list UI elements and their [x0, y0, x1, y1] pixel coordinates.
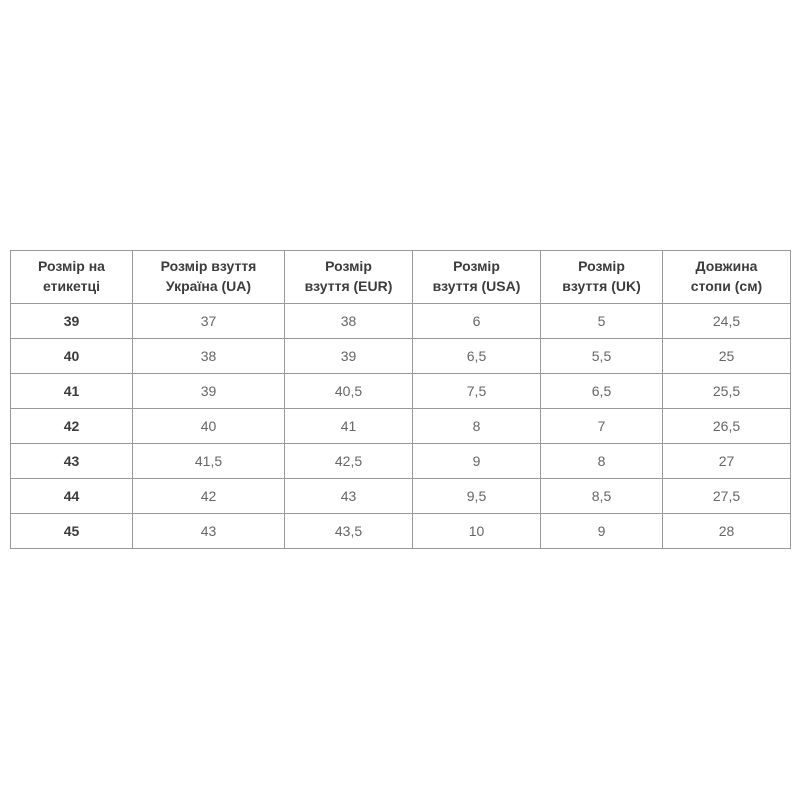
table-cell: 42,5	[285, 444, 413, 479]
column-header	[541, 251, 663, 304]
table-cell: 39	[285, 339, 413, 374]
header-row	[11, 251, 791, 304]
row-label-cell: 40	[11, 339, 133, 374]
table-cell: 5	[541, 304, 663, 339]
column-header-line: Розмір	[325, 258, 372, 275]
column-header	[11, 251, 133, 304]
row-label-cell: 43	[11, 444, 133, 479]
table-cell: 26,5	[663, 409, 791, 444]
table-cell: 9	[413, 444, 541, 479]
table-row	[11, 304, 791, 339]
table-cell: 38	[285, 304, 413, 339]
column-header-line: Довжина	[695, 258, 758, 275]
row-label-cell: 44	[11, 479, 133, 514]
table-row	[11, 514, 791, 549]
table-body	[11, 304, 791, 549]
table-cell: 43	[285, 479, 413, 514]
table-cell: 41	[285, 409, 413, 444]
column-header-line: взуття (EUR)	[304, 278, 393, 294]
table-cell: 7	[541, 409, 663, 444]
table-cell: 5,5	[541, 339, 663, 374]
column-header-line: етикетці	[42, 278, 101, 294]
table-cell: 28	[663, 514, 791, 549]
column-header	[413, 251, 541, 304]
column-header-line: стопи (см)	[690, 278, 763, 294]
table-cell: 9	[541, 514, 663, 549]
column-header-line: взуття (USA)	[432, 278, 521, 294]
table-row	[11, 444, 791, 479]
table-header	[11, 251, 791, 304]
column-header-line: Розмір	[453, 258, 500, 275]
table-cell: 38	[133, 339, 285, 374]
column-header	[285, 251, 413, 304]
table-cell: 6,5	[541, 374, 663, 409]
column-header-line: Розмір	[578, 258, 625, 275]
table-cell: 8	[413, 409, 541, 444]
table-cell: 37	[133, 304, 285, 339]
table-cell: 24,5	[663, 304, 791, 339]
table-cell: 41,5	[133, 444, 285, 479]
row-label-cell: 41	[11, 374, 133, 409]
row-label-cell: 39	[11, 304, 133, 339]
column-header	[663, 251, 791, 304]
table-cell: 40	[133, 409, 285, 444]
table-cell: 42	[133, 479, 285, 514]
table-cell: 43	[133, 514, 285, 549]
table-cell: 6,5	[413, 339, 541, 374]
table-cell: 27,5	[663, 479, 791, 514]
table-row	[11, 374, 791, 409]
table-row	[11, 339, 791, 374]
table-cell: 10	[413, 514, 541, 549]
row-label-cell: 42	[11, 409, 133, 444]
table-cell: 27	[663, 444, 791, 479]
table-row	[11, 479, 791, 514]
column-header-line: взуття (UK)	[562, 278, 641, 294]
table-cell: 40,5	[285, 374, 413, 409]
table-cell: 9,5	[413, 479, 541, 514]
table-cell: 7,5	[413, 374, 541, 409]
column-header-line: Україна (UA)	[165, 278, 252, 294]
shoe-size-conversion-table	[10, 250, 791, 549]
row-label-cell: 45	[11, 514, 133, 549]
column-header	[133, 251, 285, 304]
table-cell: 43,5	[285, 514, 413, 549]
table-cell: 39	[133, 374, 285, 409]
table-cell: 8	[541, 444, 663, 479]
table-row	[11, 409, 791, 444]
column-header-line: Розмір взуття	[160, 258, 257, 275]
table-cell: 25	[663, 339, 791, 374]
table-cell: 8,5	[541, 479, 663, 514]
column-header-line: Розмір на	[38, 258, 105, 275]
table-cell: 25,5	[663, 374, 791, 409]
table-cell: 6	[413, 304, 541, 339]
